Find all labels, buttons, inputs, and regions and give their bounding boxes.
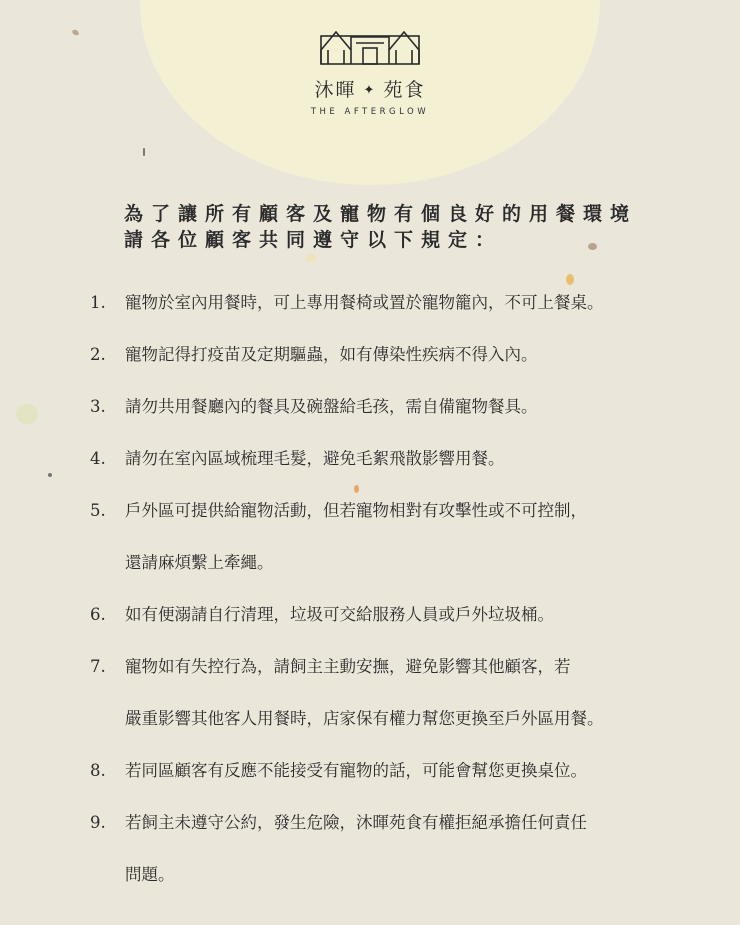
brand-subtitle: THE AFTERGLOW xyxy=(310,107,430,117)
rule-line: 請勿共用餐廳內的餐具及碗盤給毛孩，需自備寵物餐具。 xyxy=(125,397,538,416)
house-outline-icon xyxy=(320,28,420,66)
rule-number: 4. xyxy=(90,449,106,468)
rule-item xyxy=(90,758,670,784)
rule-text xyxy=(125,758,670,784)
heading-line-2: 請各位顧客共同遵守以下規定： xyxy=(124,229,503,251)
rule-text xyxy=(125,602,670,628)
rule-text xyxy=(125,290,670,316)
brand-logo xyxy=(0,28,740,117)
rule-number: 9. xyxy=(90,813,106,832)
rule-number: 5. xyxy=(90,501,106,520)
rule-item xyxy=(90,342,670,368)
rule-text xyxy=(125,498,670,576)
rule-text xyxy=(125,394,670,420)
page-heading xyxy=(124,201,637,253)
rule-item xyxy=(90,810,670,888)
petal-decoration xyxy=(48,473,52,477)
rule-line: 請勿在室內區域梳理毛髮，避免毛絮飛散影響用餐。 xyxy=(125,449,505,468)
rule-line: 若同區顧客有反應不能接受有寵物的話，可能會幫您更換桌位。 xyxy=(125,761,587,780)
rule-line: 嚴重影響其他客人用餐時，店家保有權力幫您更換至戶外區用餐。 xyxy=(125,709,604,728)
rule-number: 3. xyxy=(90,397,106,416)
rule-item xyxy=(90,446,670,472)
rule-line: 寵物如有失控行為，請飼主主動安撫，避免影響其他顧客，若 xyxy=(125,657,571,676)
rules-list xyxy=(90,290,670,914)
rule-item xyxy=(90,498,670,576)
rule-number: 1. xyxy=(90,293,106,312)
rule-line: 寵物於室內用餐時，可上專用餐椅或置於寵物籠內，不可上餐桌。 xyxy=(125,293,604,312)
rule-line: 問題。 xyxy=(125,865,175,884)
brand-name-left: 沐暉 xyxy=(314,79,357,101)
brand-name-right: 苑食 xyxy=(383,79,426,101)
rule-text xyxy=(125,342,670,368)
rule-line: 還請麻煩繫上牽繩。 xyxy=(125,553,274,572)
star-icon: ✦ xyxy=(363,83,377,98)
rule-text xyxy=(125,810,670,888)
rule-line: 如有便溺請自行清理，垃圾可交給服務人員或戶外垃圾桶。 xyxy=(125,605,554,624)
rule-item xyxy=(90,394,670,420)
brand-name xyxy=(0,75,740,102)
petal-decoration xyxy=(566,274,574,285)
rule-line: 寵物記得打疫苗及定期驅蟲，如有傳染性疾病不得入內。 xyxy=(125,345,538,364)
rule-line: 若飼主未遵守公約，發生危險，沐暉苑食有權拒絕承擔任何責任 xyxy=(125,813,587,832)
rule-number: 6. xyxy=(90,605,106,624)
rule-number: 2. xyxy=(90,345,106,364)
petal-decoration xyxy=(306,254,316,262)
petal-decoration xyxy=(143,148,145,156)
rule-number: 8. xyxy=(90,761,106,780)
rule-line: 戶外區可提供給寵物活動，但若寵物相對有攻擊性或不可控制， xyxy=(125,501,587,520)
rule-text xyxy=(125,446,670,472)
rule-text xyxy=(125,654,670,732)
rule-item xyxy=(90,654,670,732)
heading-line-1: 為了讓所有顧客及寵物有個良好的用餐環境 xyxy=(124,203,638,225)
petal-decoration xyxy=(16,404,38,424)
rule-item xyxy=(90,602,670,628)
rule-number: 7. xyxy=(90,657,106,676)
rule-item xyxy=(90,290,670,316)
